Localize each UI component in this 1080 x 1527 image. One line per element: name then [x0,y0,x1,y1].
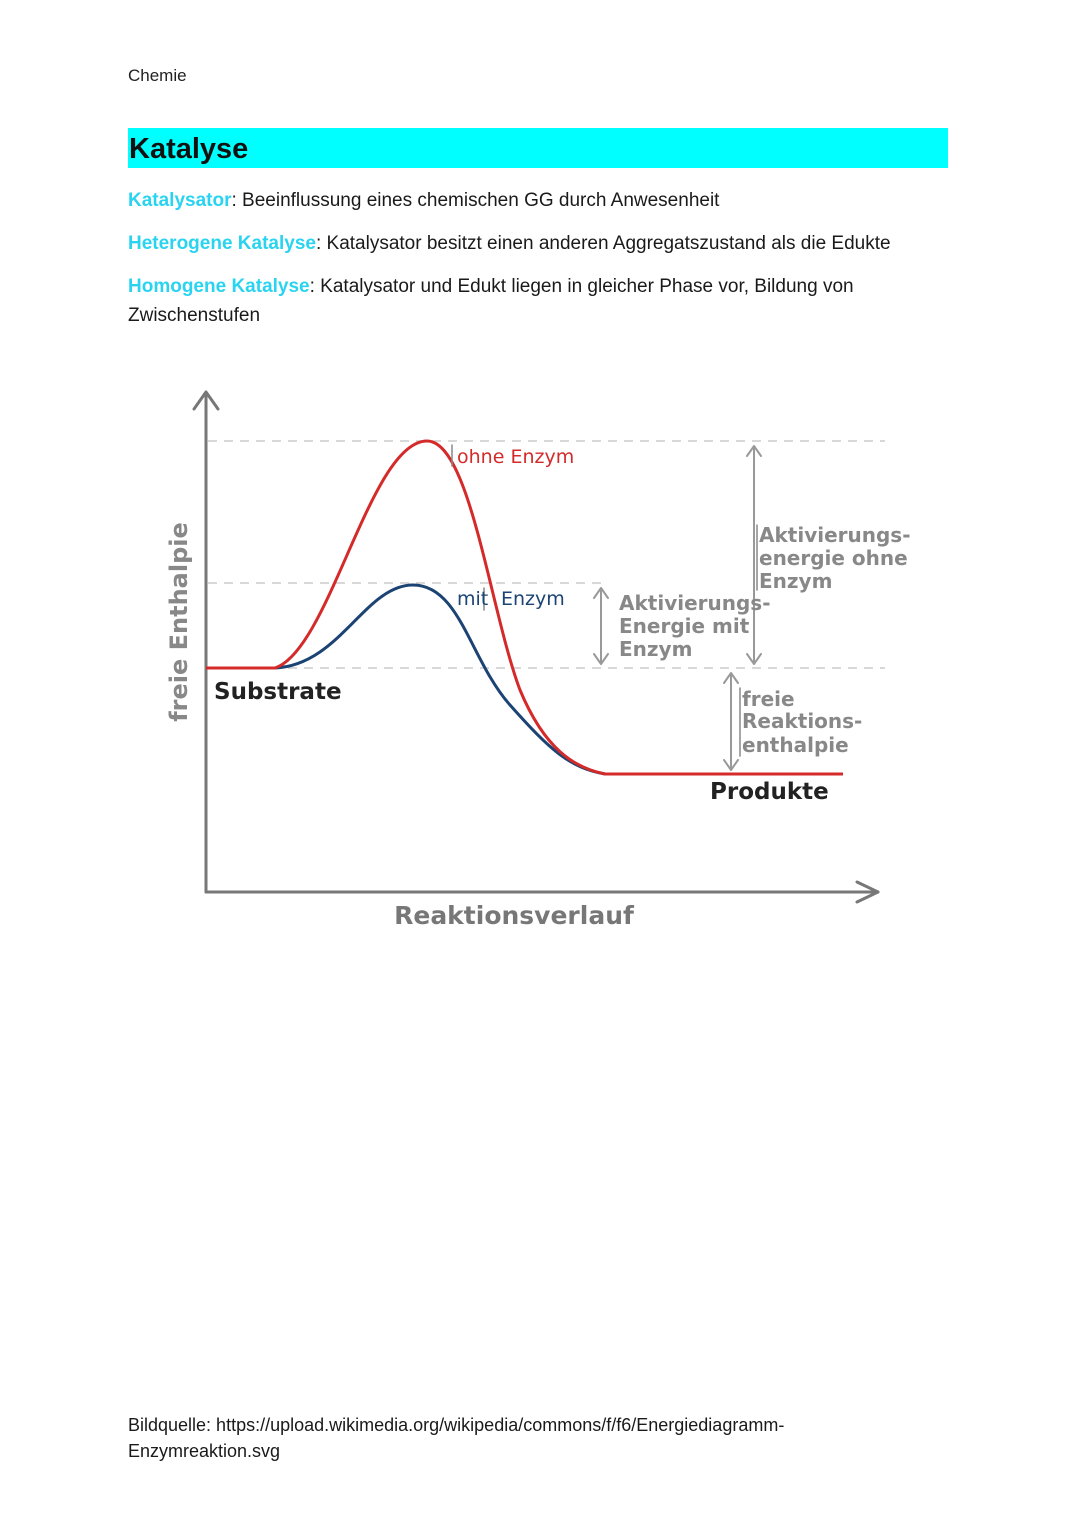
definition-term: Homogene Katalyse [128,276,310,297]
curve-with-enzyme-label-enzym: Enzym [501,588,565,610]
activation-without-line-3: Enzym [759,569,833,593]
activation-with-label [619,591,771,661]
definition-separator: : [315,233,322,254]
activation-with-line-2: Energie mit [619,614,750,638]
definition-term: Heterogene Katalyse [128,233,316,254]
axes [194,392,878,902]
activation-with-line-1: Aktivierungs- [619,591,771,615]
definition-text: Katalysator besitzt einen anderen Aggregatszustand als die Edukte [321,233,891,254]
y-axis-label: freie Enthalpie [165,522,193,722]
activation-without-label [759,523,911,593]
image-source-credit: Bildquelle: https://upload.wikimedia.org/wikipedia/commons/f/f6/Energiediagramm-Enzymreaktion.svg [128,1415,785,1461]
section-title: Katalyse [129,133,249,165]
activation-with-line-3: Enzym [619,637,693,661]
activation-without-line-1: Aktivierungs- [759,523,911,547]
curve-without-enzyme-label: ohne Enzym [457,446,575,468]
curve-with-enzyme-label-mit: mit [457,588,489,610]
reaction-enthalpy-line-2: Reaktions- [742,709,863,733]
definition-term: Katalysator [128,190,232,211]
reaction-enthalpy-label [742,687,862,757]
activation-without-line-2: energie ohne [759,546,908,570]
reaction-enthalpy-line-3: enthalpie [742,733,849,757]
definition-separator: : [231,190,237,211]
reaction-enthalpy-line-1: freie [742,687,795,711]
product-label: Produkte [710,779,829,805]
definition-text: Katalysator und Edukt liegen in gleicher Phase vor, Bildung von Zwischenstufen [128,276,854,326]
x-axis-label: Reaktionsverlauf [394,901,634,930]
subject-label: Chemie [128,66,187,85]
definition-separator: : [309,276,315,297]
definition-text: Beeinflussung eines chemischen GG durch Anwesenheit [236,190,720,211]
substrate-label: Substrate [214,679,342,705]
